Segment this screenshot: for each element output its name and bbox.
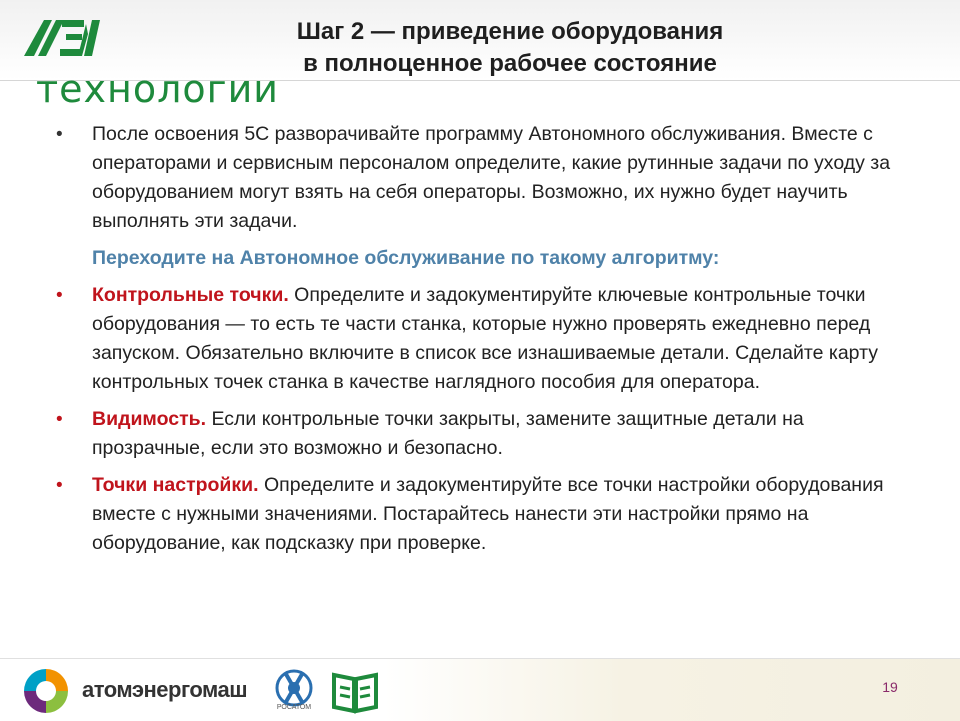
title-line-1: Шаг 2 — приведение оборудования (296, 18, 724, 45)
bullet: • (56, 475, 63, 496)
item-text: Если контрольные точки закрыты, замените защитные детали на прозрачные, если это возможно и безопасно. (92, 408, 804, 459)
item-text: Определите и задокументируйте ключевые контрольные точки оборудования — то есть те части станка, которые нужно проверять ежедневно перед запуском. Обязательно включите в список все изнашиваемые детали. Сделайте карту контрольных точек станка в качестве наглядного пособия для оператора. (92, 284, 878, 393)
bullet: • (56, 409, 63, 430)
bullet: • (56, 124, 63, 145)
page-title (200, 16, 820, 80)
intro-text: После освоения 5С разворачивайте программу Автономного обслуживания. Вместе с операторами и сервисным персоналом определите, какие рутинные задачи по уходу за оборудованием могут взять на себя операторы. Возможно, их нужно будет научить выполнять эти задачи. (92, 123, 891, 232)
item-text: Определите и задокументируйте все точки настройки оборудования вместе с нужными значениями. Постарайтесь нанести эти настройки прямо на оборудование, как подсказку при проверке. (92, 474, 884, 554)
aem-logo-icon (22, 14, 102, 58)
title-line-2: в полноценное рабочее состояние (303, 50, 717, 77)
content-body (52, 120, 912, 566)
item-keyword: Точки настройки. (92, 474, 259, 496)
algorithm-subheading: Переходите на Автономное обслуживание по такому алгоритму: (92, 247, 720, 269)
rosatom-label: РОСАТОМ (276, 704, 312, 711)
page-number: 19 (882, 679, 898, 695)
list-item (52, 281, 912, 397)
list-item (52, 405, 912, 463)
item-keyword: Контрольные точки. (92, 284, 289, 306)
bullet: • (56, 285, 63, 306)
footer-brand: атомэнергомаш (82, 677, 248, 702)
logo-word: технологии (36, 67, 279, 111)
atomenergomash-logo-icon (20, 665, 72, 717)
intro-paragraph (52, 120, 912, 236)
book-icon (330, 669, 380, 715)
footer (0, 658, 960, 721)
list-item (52, 471, 912, 558)
item-keyword: Видимость. (92, 408, 207, 430)
